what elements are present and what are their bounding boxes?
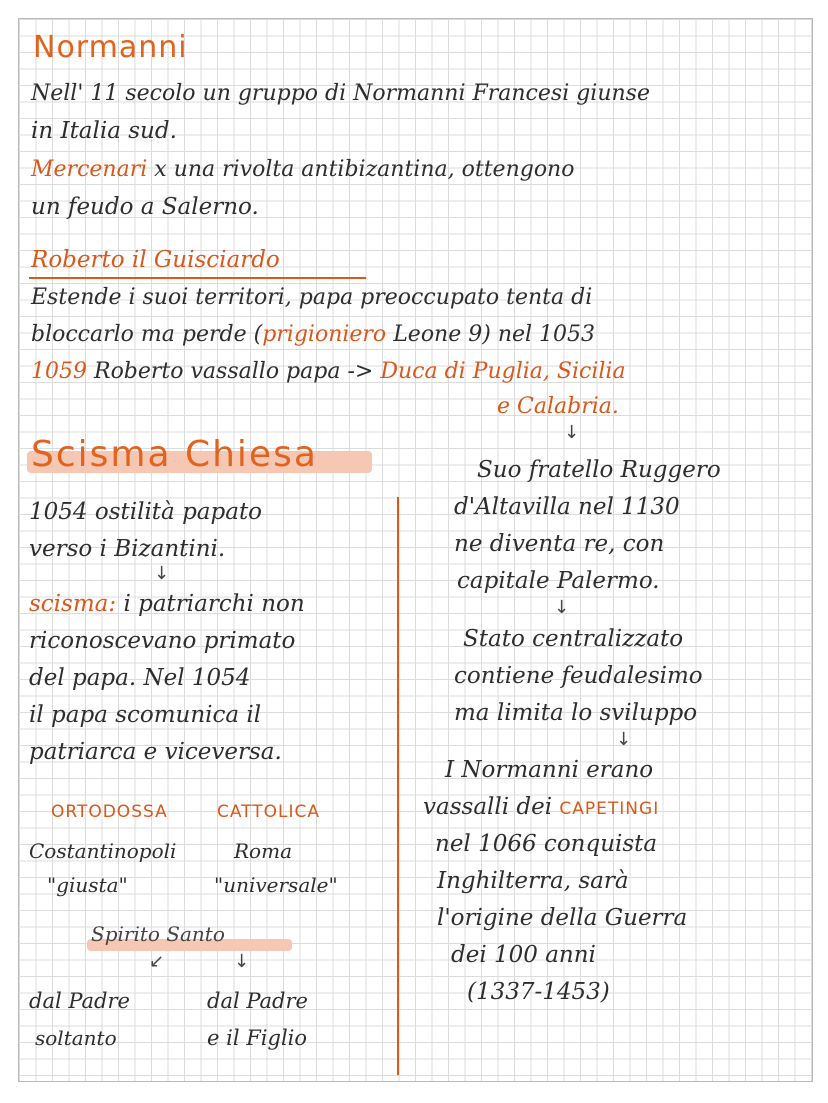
spirito-left-2: soltanto bbox=[35, 1026, 117, 1050]
arrow-down-icon: ↓ bbox=[554, 597, 570, 618]
scisma-line6: il papa scomunica il bbox=[29, 702, 262, 728]
spirito-left-1: dal Padre bbox=[29, 989, 130, 1013]
scisma-line5: del papa. Nel 1054 bbox=[29, 665, 251, 691]
roberto-line3-text: Roberto vassallo papa -> bbox=[94, 359, 374, 384]
arrow-down-icon: ↓ bbox=[564, 422, 580, 443]
ruggero-line13: dei 100 anni bbox=[451, 942, 596, 968]
normanni-line1: Nell' 11 secolo un gruppo di Normanni Francesi giunse bbox=[31, 81, 650, 106]
arrow-down-icon: ↓ bbox=[234, 951, 250, 972]
ruggero-line2: d'Altavilla nel 1130 bbox=[454, 494, 680, 520]
scisma-line7: patriarca e viceversa. bbox=[29, 739, 282, 765]
capetingi-highlight: CAPETINGI bbox=[559, 799, 660, 819]
spirito-right-2: e il Figlio bbox=[207, 1026, 308, 1050]
year-1059: 1059 bbox=[31, 359, 87, 384]
title-spirito-santo: Spirito Santo bbox=[91, 922, 225, 946]
scisma-line1: 1054 ostilità papato bbox=[29, 499, 263, 525]
normanni-line4: un feudo a Salerno. bbox=[31, 194, 259, 220]
ruggero-line9 bbox=[423, 796, 659, 819]
arrow-down-icon: ↓ bbox=[616, 729, 632, 750]
normanni-line3 bbox=[31, 159, 574, 181]
label-cattolica: CATTOLICA bbox=[217, 802, 321, 822]
roberto-line2-a: bloccarlo ma perde ( bbox=[31, 322, 263, 347]
prigioniero-highlight: prigioniero bbox=[262, 322, 387, 347]
scisma-line4: riconoscevano primato bbox=[29, 628, 296, 654]
scisma-label: scisma: bbox=[29, 591, 117, 617]
ruggero-line8: I Normanni erano bbox=[445, 757, 654, 783]
roberto-line2-b: Leone 9) nel 1053 bbox=[393, 322, 596, 347]
ortodossa-meaning: "giusta" bbox=[47, 873, 128, 897]
cattolica-city: Roma bbox=[234, 839, 292, 863]
scisma-line3 bbox=[29, 593, 305, 616]
label-ortodossa: ORTODOSSA bbox=[51, 802, 168, 822]
column-divider bbox=[397, 497, 399, 1075]
arrow-down-left-icon: ↙ bbox=[149, 951, 165, 972]
ruggero-line3: ne diventa re, con bbox=[454, 531, 665, 557]
ruggero-line1: Suo fratello Ruggero bbox=[477, 457, 721, 483]
roberto-line1: Estende i suoi territori, papa preoccupato tenta di bbox=[31, 285, 593, 310]
ruggero-line14: (1337-1453) bbox=[467, 979, 610, 1005]
spirito-right-1: dal Padre bbox=[207, 989, 308, 1013]
scisma-line2: verso i Bizantini. bbox=[29, 536, 226, 562]
title-scisma: Scisma Chiesa bbox=[31, 434, 318, 475]
roberto-line3 bbox=[31, 361, 626, 383]
ruggero-line9-a: vassalli dei bbox=[423, 794, 553, 820]
title-normanni: Normanni bbox=[33, 30, 188, 65]
ruggero-line4: capitale Palermo. bbox=[457, 568, 660, 594]
ruggero-line5: Stato centralizzato bbox=[463, 626, 684, 652]
ruggero-line11: Inghilterra, sarà bbox=[437, 868, 629, 894]
mercenari-highlight: Mercenari bbox=[31, 157, 148, 182]
normanni-line3-rest: x una rivolta antibizantina, ottengono bbox=[154, 157, 575, 182]
ruggero-line12: l'origine della Guerra bbox=[437, 905, 688, 931]
ruggero-line10: nel 1066 conquista bbox=[435, 831, 658, 857]
duca-highlight: Duca di Puglia, Sicilia bbox=[380, 359, 626, 384]
calabria-highlight: e Calabria. bbox=[497, 394, 619, 419]
title-roberto: Roberto il Guisciardo bbox=[31, 247, 280, 273]
scisma-line3-text: i patriarchi non bbox=[123, 591, 305, 617]
ruggero-line7: ma limita lo sviluppo bbox=[454, 700, 698, 726]
ruggero-line6: contiene feudalesimo bbox=[454, 663, 703, 689]
cattolica-meaning: "universale" bbox=[214, 873, 338, 897]
arrow-down-icon: ↓ bbox=[154, 563, 170, 584]
roberto-line2 bbox=[31, 324, 595, 346]
notebook-page bbox=[18, 18, 813, 1082]
ortodossa-city: Costantinopoli bbox=[29, 839, 177, 863]
normanni-line2: in Italia sud. bbox=[31, 118, 177, 144]
roberto-underline bbox=[29, 277, 366, 279]
